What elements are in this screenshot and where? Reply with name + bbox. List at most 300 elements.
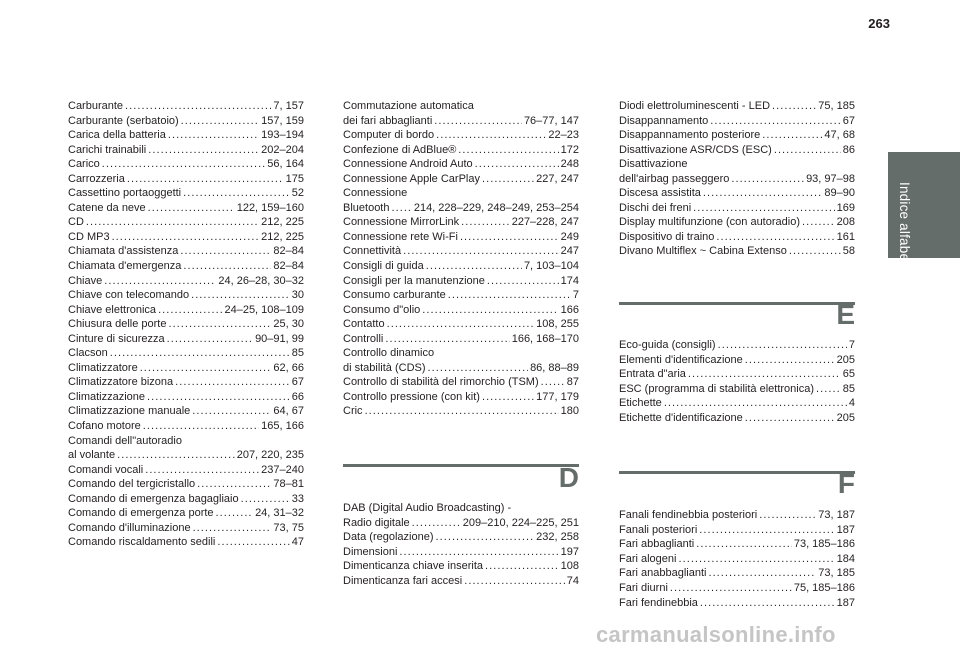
entry-pages: 73, 185–186 xyxy=(793,538,855,551)
index-entry xyxy=(619,215,855,230)
index-entry xyxy=(619,338,855,353)
entry-pages: 172 xyxy=(560,143,579,156)
index-entry xyxy=(343,574,579,589)
index-entry xyxy=(619,99,855,114)
section-header-e xyxy=(619,286,855,338)
index-entry xyxy=(619,367,855,382)
index-list xyxy=(619,99,855,259)
dot-leader xyxy=(391,201,411,216)
entry-pages: 175 xyxy=(285,172,304,185)
entry-pages: 67 xyxy=(291,376,304,389)
dot-leader xyxy=(168,317,271,332)
chapter-tab-label: Indice alfabetico xyxy=(897,182,912,283)
dot-leader xyxy=(436,128,546,143)
entry-term: Fari alogeni xyxy=(619,552,677,565)
index-entry xyxy=(619,411,855,426)
index-entry-continued: DAB (Digital Audio Broadcasting) - xyxy=(343,502,512,515)
dot-leader xyxy=(802,215,835,230)
entry-pages: 24, 26–28, 30–32 xyxy=(218,274,304,287)
index-entry xyxy=(619,230,855,245)
entry-pages: 227–228, 247 xyxy=(511,216,579,229)
entry-pages: 108 xyxy=(560,560,579,573)
dot-leader xyxy=(387,317,535,332)
index-entry-continued: Controllo dinamico xyxy=(343,347,435,360)
entry-term: Chiamata d'assistenza xyxy=(68,245,179,258)
index-entry xyxy=(343,230,579,245)
entry-term: Cinture di sicurezza xyxy=(68,332,165,345)
dot-leader xyxy=(475,157,559,172)
index-entry xyxy=(68,244,304,259)
entry-term: Fari abbaglianti xyxy=(619,538,695,551)
dot-leader xyxy=(191,288,290,303)
dot-leader xyxy=(745,353,835,368)
entry-pages: 212, 225 xyxy=(261,230,304,243)
index-entry-continued: Connessione xyxy=(343,187,408,200)
index-entry xyxy=(619,566,855,581)
index-entry xyxy=(619,537,855,552)
dot-leader xyxy=(145,463,259,478)
section-letter: F xyxy=(837,468,855,500)
dot-leader xyxy=(678,552,834,567)
index-entry xyxy=(343,530,579,545)
index-entry xyxy=(68,390,304,405)
dot-leader xyxy=(148,201,235,216)
index-entry xyxy=(619,523,855,538)
entry-term: Carica della batteria xyxy=(68,129,166,142)
index-entry-continued: Comandi dell"autoradio xyxy=(68,434,182,447)
entry-term: Chiave xyxy=(68,274,103,287)
dot-leader xyxy=(703,186,822,201)
entry-pages: 180 xyxy=(560,405,579,418)
entry-pages: 87 xyxy=(566,376,579,389)
entry-pages: 193–194 xyxy=(261,129,304,142)
entry-term: Disappannamento xyxy=(619,114,709,127)
index-entry xyxy=(619,114,855,129)
entry-term: Controllo di stabilità del rimorchio (TSM) xyxy=(343,376,539,389)
entry-pages: 157, 159 xyxy=(261,114,304,127)
dot-leader xyxy=(125,99,271,114)
dot-leader xyxy=(365,404,559,419)
entry-term: Consumo carburante xyxy=(343,289,446,302)
section-header-f xyxy=(619,455,855,508)
entry-term: Consigli per la manutenzione xyxy=(343,274,485,287)
index-entry xyxy=(343,545,579,560)
entry-term: Consigli di guida xyxy=(343,260,424,273)
index-column-3 xyxy=(619,99,855,610)
entry-term: al volante xyxy=(68,449,116,462)
index-entry xyxy=(68,172,304,187)
entry-term: Fanali posteriori xyxy=(619,523,698,536)
entry-pages: 207, 220, 235 xyxy=(236,449,304,462)
entry-pages: 184 xyxy=(836,552,855,565)
dot-leader xyxy=(772,99,816,114)
dot-leader xyxy=(816,382,841,397)
entry-term: Dimenticanza chiave inserita xyxy=(343,560,484,573)
dot-leader xyxy=(693,201,835,216)
index-entry xyxy=(343,390,579,405)
entry-pages: 65 xyxy=(842,368,855,381)
entry-pages: 4 xyxy=(848,397,855,410)
dot-leader xyxy=(167,332,253,347)
index-entry xyxy=(68,157,304,172)
entry-term: Comando di emergenza porte xyxy=(68,507,214,520)
entry-term: Discesa assistita xyxy=(619,187,701,200)
entry-pages: 209–210, 224–225, 251 xyxy=(462,516,579,529)
index-entry xyxy=(68,317,304,332)
entry-term: Fari fendinebbia xyxy=(619,596,698,609)
entry-term: Connessione Apple CarPlay xyxy=(343,172,480,185)
index-list xyxy=(619,508,855,610)
entry-pages: 30 xyxy=(291,289,304,302)
entry-term: Controlli xyxy=(343,332,384,345)
dot-leader xyxy=(731,172,804,187)
entry-pages: 47, 68 xyxy=(824,129,855,142)
index-entry xyxy=(68,492,304,507)
entry-term: Chiave elettronica xyxy=(68,303,157,316)
index-list xyxy=(343,99,579,419)
dot-leader xyxy=(143,419,259,434)
index-entry xyxy=(68,215,304,230)
entry-term: Bluetooth xyxy=(343,201,390,214)
entry-pages: 165, 166 xyxy=(261,420,304,433)
entry-term: Carburante (serbatoio) xyxy=(68,114,179,127)
index-entry xyxy=(619,382,855,397)
index-entry xyxy=(68,506,304,521)
entry-term: Disattivazione ASR/CDS (ESC) xyxy=(619,143,772,156)
index-entry xyxy=(619,244,855,259)
entry-pages: 248 xyxy=(560,158,579,171)
entry-pages: 85 xyxy=(842,382,855,395)
dot-leader xyxy=(448,288,571,303)
entry-pages: 56, 164 xyxy=(267,158,304,171)
dot-leader xyxy=(664,396,847,411)
index-entry-continued: Commutazione automatica xyxy=(343,100,474,112)
dot-leader xyxy=(710,114,840,129)
entry-pages: 47 xyxy=(291,536,304,549)
index-entry xyxy=(619,596,855,611)
entry-term: di stabilità (CDS) xyxy=(343,361,426,374)
entry-pages: 187 xyxy=(836,523,855,536)
index-entry xyxy=(68,230,304,245)
index-entry xyxy=(619,143,855,158)
entry-pages: 73, 75 xyxy=(273,521,304,534)
dot-leader xyxy=(180,244,271,259)
dot-leader xyxy=(699,523,834,538)
index-entry xyxy=(343,332,579,347)
index-entry xyxy=(68,346,304,361)
entry-pages: 25, 30 xyxy=(273,318,304,331)
dot-leader xyxy=(718,338,847,353)
entry-pages: 24, 31–32 xyxy=(255,507,304,520)
dot-leader xyxy=(716,230,834,245)
entry-term: dei fari abbaglianti xyxy=(343,114,433,127)
section-letter: E xyxy=(836,299,855,331)
index-entry xyxy=(619,186,855,201)
dot-leader xyxy=(140,361,272,376)
entry-pages: 86 xyxy=(842,143,855,156)
entry-pages: 75, 185 xyxy=(818,100,855,112)
entry-term: Chiave con telecomando xyxy=(68,289,190,302)
entry-pages: 64, 67 xyxy=(273,405,304,418)
dot-leader xyxy=(104,274,216,289)
dot-leader xyxy=(112,230,260,245)
entry-term: Computer di bordo xyxy=(343,129,435,142)
entry-term: ESC (programma di stabilità elettronica) xyxy=(619,382,815,395)
index-entry xyxy=(68,521,304,536)
entry-term: Dischi dei freni xyxy=(619,201,692,214)
entry-pages: 166, 168–170 xyxy=(511,332,579,345)
index-list xyxy=(68,99,304,550)
index-entry xyxy=(343,114,579,129)
entry-pages: 7 xyxy=(572,289,579,302)
entry-pages: 62, 66 xyxy=(273,361,304,374)
index-column-1 xyxy=(68,99,304,550)
entry-pages: 7 xyxy=(848,339,855,352)
section-letter: D xyxy=(558,462,579,494)
entry-pages: 169 xyxy=(836,201,855,214)
entry-term: Diodi elettroluminescenti - LED xyxy=(619,100,771,112)
index-list xyxy=(343,501,579,588)
entry-term: Cofano motore xyxy=(68,420,141,433)
dot-leader xyxy=(774,143,841,158)
index-entry xyxy=(68,332,304,347)
entry-term: Fari anabbaglianti xyxy=(619,567,707,580)
dot-leader xyxy=(436,530,535,545)
dot-leader xyxy=(412,516,461,531)
dot-leader xyxy=(181,114,260,129)
index-entry xyxy=(343,215,579,230)
index-entry xyxy=(343,259,579,274)
entry-pages: 166 xyxy=(560,303,579,316)
entry-pages: 90–91, 99 xyxy=(255,332,304,345)
index-entry xyxy=(68,186,304,201)
dot-leader xyxy=(789,244,841,259)
entry-term: Cassettino portaoggetti xyxy=(68,187,182,200)
index-entry xyxy=(343,201,579,216)
dot-leader xyxy=(192,404,271,419)
dot-leader xyxy=(759,508,816,523)
index-entry xyxy=(619,128,855,143)
entry-term: CD MP3 xyxy=(68,230,110,243)
section-header-d xyxy=(343,449,579,501)
index-entry xyxy=(343,157,579,172)
entry-term: Dispositivo di traino xyxy=(619,230,715,243)
dot-leader xyxy=(482,390,534,405)
index-entry xyxy=(68,303,304,318)
entry-term: Controllo pressione (con kit) xyxy=(343,390,480,403)
dot-leader xyxy=(183,186,290,201)
entry-term: Carico xyxy=(68,158,100,171)
entry-pages: 247 xyxy=(560,245,579,258)
dot-leader xyxy=(688,367,841,382)
index-entry xyxy=(68,448,304,463)
dot-leader xyxy=(147,390,290,405)
entry-pages: 7, 157 xyxy=(273,100,304,112)
dot-leader xyxy=(403,244,559,259)
index-entry xyxy=(343,303,579,318)
index-entry xyxy=(68,419,304,434)
entry-term: Chiamata d'emergenza xyxy=(68,260,182,273)
index-entry xyxy=(68,201,304,216)
entry-pages: 58 xyxy=(842,245,855,258)
entry-term: Dimenticanza fari accesi xyxy=(343,574,463,587)
entry-pages: 122, 159–160 xyxy=(236,201,304,214)
dot-leader xyxy=(458,143,558,158)
entry-term: Comando riscaldamento sedili xyxy=(68,536,216,549)
entry-pages: 22–23 xyxy=(548,129,579,142)
entry-pages: 73, 185 xyxy=(818,567,855,580)
entry-pages: 197 xyxy=(560,545,579,558)
index-entry xyxy=(68,274,304,289)
entry-pages: 7, 103–104 xyxy=(523,260,579,273)
entry-term: Connettività xyxy=(343,245,402,258)
entry-pages: 174 xyxy=(560,274,579,287)
entry-term: Chiusura delle porte xyxy=(68,318,167,331)
entry-term: Fanali fendinebbia posteriori xyxy=(619,509,758,522)
entry-term: Display multifunzione (con autoradio) xyxy=(619,216,800,229)
dot-leader xyxy=(148,143,259,158)
index-entry xyxy=(68,463,304,478)
entry-pages: 205 xyxy=(836,353,855,366)
entry-pages: 76–77, 147 xyxy=(523,114,579,127)
entry-term: Etichette d'identificazione xyxy=(619,411,743,424)
index-entry xyxy=(343,143,579,158)
dot-leader xyxy=(422,303,558,318)
entry-pages: 74 xyxy=(566,574,579,587)
dot-leader xyxy=(708,566,816,581)
index-entry xyxy=(68,375,304,390)
entry-pages: 82–84 xyxy=(273,260,304,273)
dot-leader xyxy=(464,574,565,589)
entry-term: Eco-guida (consigli) xyxy=(619,339,716,352)
entry-pages: 52 xyxy=(291,187,304,200)
entry-pages: 82–84 xyxy=(273,245,304,258)
entry-pages: 214, 228–229, 248–249, 253–254 xyxy=(413,201,579,214)
dot-leader xyxy=(197,477,271,492)
entry-term: Comando del tergicristallo xyxy=(68,478,196,491)
entry-pages: 85 xyxy=(291,347,304,360)
section-divider xyxy=(343,464,579,467)
index-entry xyxy=(343,172,579,187)
index-entry xyxy=(68,361,304,376)
entry-pages: 249 xyxy=(560,230,579,243)
index-entry xyxy=(619,396,855,411)
index-entry xyxy=(619,581,855,596)
entry-term: Entrata d"aria xyxy=(619,368,686,381)
index-entry xyxy=(343,516,579,531)
entry-term: Climatizzazione manuale xyxy=(68,405,191,418)
entry-term: Carburante xyxy=(68,100,124,112)
entry-pages: 227, 247 xyxy=(536,172,579,185)
entry-pages: 73, 187 xyxy=(818,509,855,522)
entry-pages: 33 xyxy=(291,492,304,505)
dot-leader xyxy=(158,303,222,318)
entry-term: dell'airbag passeggero xyxy=(619,172,730,185)
dot-leader xyxy=(426,259,522,274)
entry-term: Carichi trainabili xyxy=(68,143,147,156)
entry-term: Data (regolazione) xyxy=(343,531,434,544)
watermark: carmanualsonline.info xyxy=(596,622,836,647)
entry-term: Connessione rete Wi-Fi xyxy=(343,230,458,243)
index-entry xyxy=(343,361,579,376)
entry-pages: 212, 225 xyxy=(261,216,304,229)
entry-term: Contatto xyxy=(343,318,385,331)
entry-term: Confezione di AdBlue® xyxy=(343,143,457,156)
page-number: 263 xyxy=(868,16,890,31)
index-entry xyxy=(68,114,304,129)
dot-leader xyxy=(460,230,559,245)
entry-term: Connessione MirrorLink xyxy=(343,216,460,229)
entry-term: Comandi vocali xyxy=(68,463,144,476)
index-entry xyxy=(343,404,579,419)
index-entry xyxy=(619,552,855,567)
entry-pages: 24–25, 108–109 xyxy=(224,303,304,316)
index-entry xyxy=(68,99,304,114)
dot-leader xyxy=(670,581,792,596)
dot-leader xyxy=(399,545,558,560)
dot-leader xyxy=(762,128,822,143)
section-divider xyxy=(619,471,855,474)
entry-term: Climatizzatore xyxy=(68,361,138,374)
dot-leader xyxy=(183,259,271,274)
entry-pages: 187 xyxy=(836,596,855,609)
entry-term: Dimensioni xyxy=(343,545,398,558)
dot-leader xyxy=(217,535,289,550)
entry-pages: 86, 88–89 xyxy=(530,361,579,374)
index-entry xyxy=(68,288,304,303)
entry-pages: 78–81 xyxy=(273,478,304,491)
dot-leader xyxy=(385,332,509,347)
entry-pages: 237–240 xyxy=(261,463,304,476)
entry-term: Cric xyxy=(343,405,363,418)
index-entry xyxy=(68,404,304,419)
index-entry xyxy=(619,353,855,368)
index-entry xyxy=(68,535,304,550)
entry-pages: 232, 258 xyxy=(536,531,579,544)
index-entry xyxy=(343,274,579,289)
dot-leader xyxy=(117,448,235,463)
entry-pages: 202–204 xyxy=(261,143,304,156)
entry-pages: 66 xyxy=(291,390,304,403)
index-entry xyxy=(343,244,579,259)
dot-leader xyxy=(485,559,559,574)
index-entry xyxy=(343,559,579,574)
entry-term: Comando d'illuminazione xyxy=(68,521,191,534)
dot-leader xyxy=(428,361,529,376)
dot-leader xyxy=(241,492,290,507)
section-divider xyxy=(619,302,855,305)
entry-term: Elementi d'identificazione xyxy=(619,353,743,366)
entry-pages: 67 xyxy=(842,114,855,127)
entry-term: Carrozzeria xyxy=(68,172,125,185)
entry-pages: 205 xyxy=(836,411,855,424)
index-entry xyxy=(619,172,855,187)
dot-leader xyxy=(745,411,835,426)
index-entry xyxy=(343,128,579,143)
dot-leader xyxy=(216,506,254,521)
entry-pages: 177, 179 xyxy=(536,390,579,403)
dot-leader xyxy=(193,521,272,536)
dot-leader xyxy=(541,375,565,390)
index-entry xyxy=(619,201,855,216)
index-entry xyxy=(343,317,579,332)
entry-term: Disappannamento posteriore xyxy=(619,129,761,142)
entry-term: Etichette xyxy=(619,397,662,410)
entry-term: Climatizzatore bizona xyxy=(68,376,174,389)
index-entry xyxy=(619,508,855,523)
dot-leader xyxy=(434,114,522,129)
entry-pages: 93, 97–98 xyxy=(806,172,855,185)
